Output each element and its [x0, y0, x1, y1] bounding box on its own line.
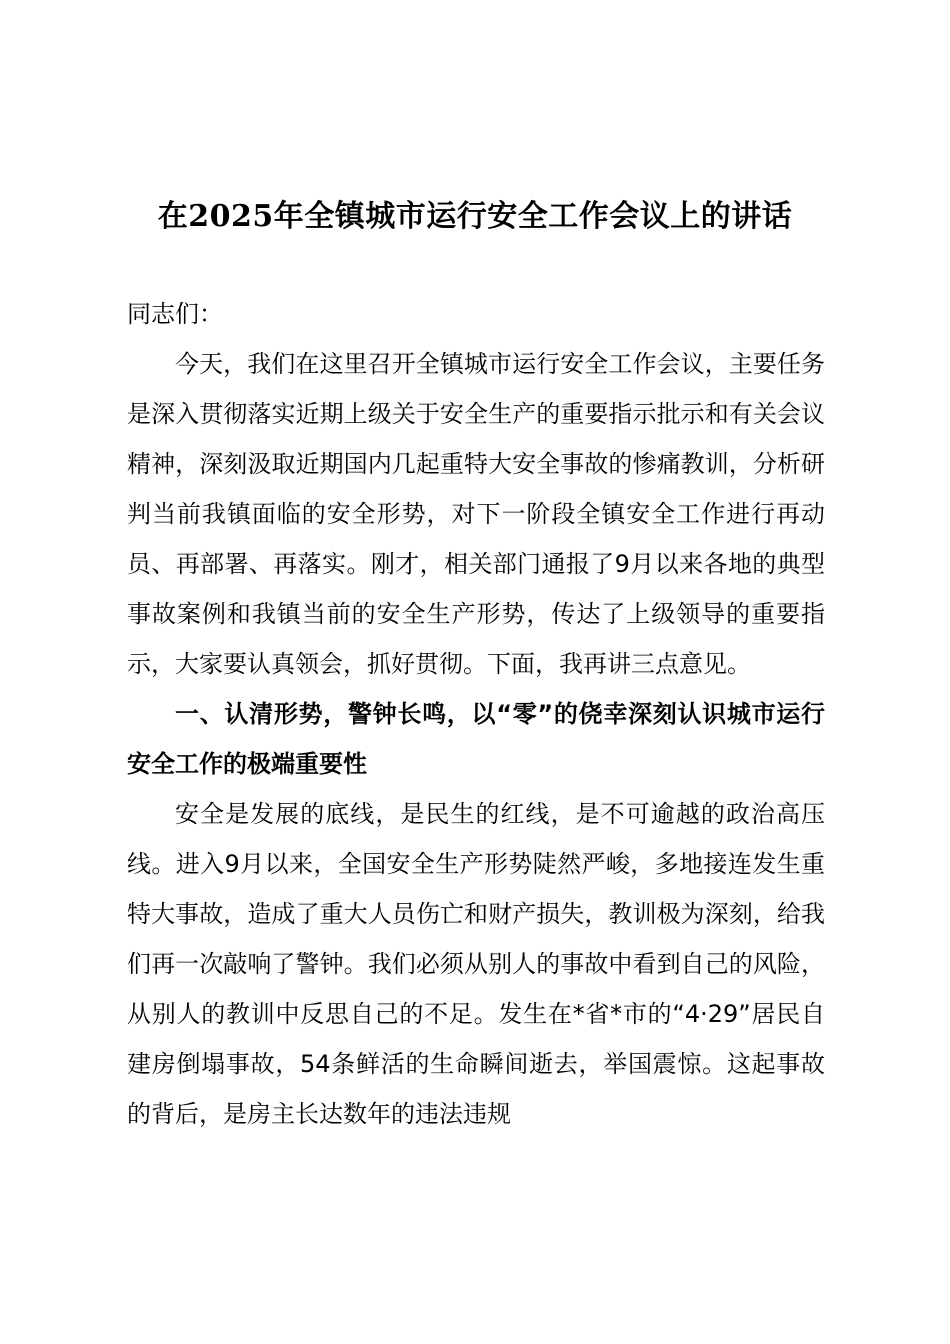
paragraph-section-1: 安全是发展的底线，是民生的红线，是不可逾越的政治高压线。进入9月以来，全国安全生产形势陡然严峻，多地接连发生重特大事故，造成了重大人员伤亡和财产损失，教训极为深刻，给我们再一次敲响了警钟。我们必须从别人的事故中看到自己的风险，从别人的教训中反思自己的不足。发生在*省*市的“4·29”居民自建房倒塌事故，54条鲜活的生命瞬间逝去，举国震惊。这起事故的背后，是房主长达数年的违法违规: [127, 800, 825, 1128]
page-title: 在2025年全镇城市运行安全工作会议上的讲话: [157, 199, 793, 234]
paragraph-intro: 今天，我们在这里召开全镇城市运行安全工作会议，主要任务是深入贯彻落实近期上级关于安全生产的重要指示批示和有关会议精神，深刻汲取近期国内几起重特大安全事故的惨痛教训，分析研判当前我镇面临的安全形势，对下一阶段全镇安全工作进行再动员、再部署、再落实。刚才，相关部门通报了9月以来各地的典型事故案例和我镇当前的安全生产形势，传达了上级领导的重要指示，大家要认真领会，抓好贯彻。下面，我再讲三点意见。: [127, 350, 825, 678]
section-heading-1: 一、认清形势，警钟长鸣，以“零”的侥幸深刻认识城市运行安全工作的极端重要性: [127, 700, 825, 778]
salutation: 同志们：: [127, 300, 223, 328]
document-body: [127, 289, 825, 1139]
